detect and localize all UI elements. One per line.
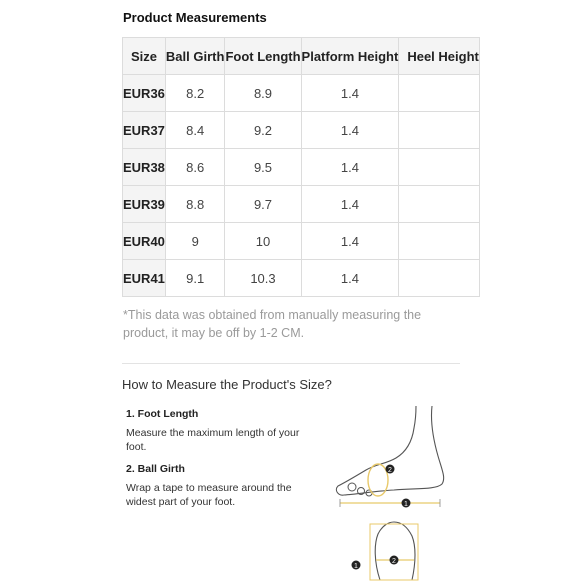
foot-length-marker: 1 (404, 501, 408, 508)
heel-height-cell (399, 223, 480, 260)
section-divider (122, 363, 460, 364)
table-row (123, 186, 480, 223)
size-cell: EUR41 (123, 260, 166, 297)
product-measurements-panel (122, 0, 479, 580)
top-view-girth-marker: 2 (392, 558, 396, 565)
platform-height-cell: 1.4 (301, 75, 399, 112)
heel-height-cell (399, 75, 480, 112)
column-header-platform-height: Platform Height (301, 38, 399, 75)
table-header-row (123, 38, 480, 75)
step-2-description: Wrap a tape to measure around the widest part of your foot. (126, 482, 292, 508)
step-1-title: 1. Foot Length (126, 408, 199, 420)
size-cell: EUR37 (123, 112, 166, 149)
foot-length-cell: 10.3 (225, 260, 301, 297)
column-header-heel-height: Heel Height (399, 38, 480, 75)
how-to-measure-title: How to Measure the Product's Size? (122, 377, 332, 392)
table-row (123, 223, 480, 260)
ball-girth-cell: 8.2 (165, 75, 225, 112)
foot-length-cell: 10 (225, 223, 301, 260)
section-title: Product Measurements (123, 10, 267, 25)
measurements-table-scroll[interactable] (122, 37, 479, 295)
platform-height-cell: 1.4 (301, 223, 399, 260)
table-row (123, 260, 480, 297)
step-1-description: Measure the maximum length of your foot. (126, 427, 300, 453)
size-cell: EUR36 (123, 75, 166, 112)
table-row (123, 149, 480, 186)
foot-length-cell: 8.9 (225, 75, 301, 112)
ball-girth-cell: 8.4 (165, 112, 225, 149)
foot-measurement-illustration (330, 402, 460, 580)
measurements-table (122, 37, 480, 297)
heel-height-cell (399, 149, 480, 186)
ball-girth-cell: 8.8 (165, 186, 225, 223)
ball-girth-cell: 8.6 (165, 149, 225, 186)
size-cell: EUR38 (123, 149, 166, 186)
ball-girth-cell: 9 (165, 223, 225, 260)
column-header-size: Size (123, 38, 166, 75)
foot-length-cell: 9.5 (225, 149, 301, 186)
foot-length-cell: 9.7 (225, 186, 301, 223)
table-row (123, 112, 480, 149)
ball-girth-marker: 2 (388, 467, 392, 474)
ball-girth-cell: 9.1 (165, 260, 225, 297)
platform-height-cell: 1.4 (301, 186, 399, 223)
platform-height-cell: 1.4 (301, 260, 399, 297)
top-view-length-marker: 1 (354, 563, 358, 570)
step-2-title: 2. Ball Girth (126, 463, 185, 475)
heel-height-cell (399, 112, 480, 149)
table-row (123, 75, 480, 112)
platform-height-cell: 1.4 (301, 112, 399, 149)
heel-height-cell (399, 260, 480, 297)
size-cell: EUR40 (123, 223, 166, 260)
foot-side-view-outline (336, 406, 443, 495)
foot-length-cell: 9.2 (225, 112, 301, 149)
size-cell: EUR39 (123, 186, 166, 223)
heel-height-cell (399, 186, 480, 223)
column-header-ball-girth: Ball Girth (165, 38, 225, 75)
foot-top-view-outline (375, 522, 415, 580)
column-header-foot-length: Foot Length (225, 38, 301, 75)
measurement-disclaimer: *This data was obtained from manually measuring the product, it may be off by 1-2 CM. (123, 308, 422, 340)
platform-height-cell: 1.4 (301, 149, 399, 186)
